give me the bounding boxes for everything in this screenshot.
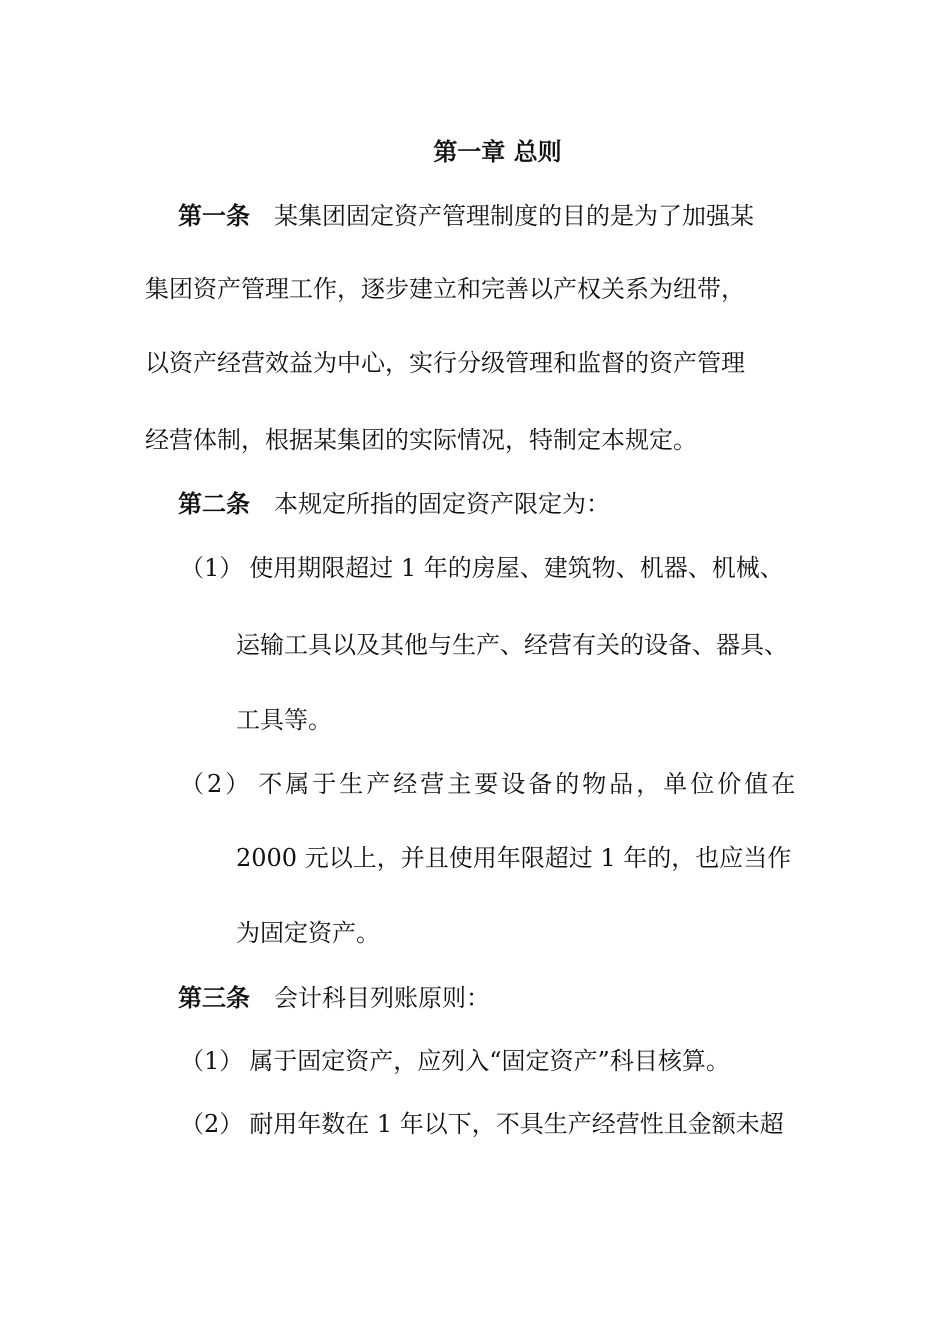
article-3-item-2 [180, 1108, 784, 1140]
article-3-first-line [178, 982, 490, 1014]
article-3-item-1 [180, 1045, 730, 1077]
article-2-item-1-line-2: 运输工具以及其他与生产、经营有关的设备、器具、 [236, 631, 788, 659]
article-2-item-2-label: （2） [180, 770, 253, 798]
article-2-lead: 本规定所指的固定资产限定为： [274, 490, 610, 518]
article-3-label: 第三条 [178, 984, 250, 1012]
article-2-item-1-label: （1） [180, 554, 244, 582]
article-1-text-line-3: 以资产经营效益为中心，实行分级管理和监督的资产管理 [145, 349, 745, 377]
article-1-label: 第一条 [178, 202, 250, 230]
article-2-item-2-line-1: 不属于生产经营主要设备的物品，单位价值在 [258, 770, 799, 798]
article-2-item-1-line-3: 工具等。 [236, 706, 332, 734]
article-3-item-2-line-1: 耐用年数在 1 年以下，不具生产经营性且金额未超 [249, 1110, 784, 1138]
article-2-item-2 [180, 768, 798, 800]
article-1-text-line-1: 某集团固定资产管理制度的目的是为了加强某 [274, 202, 754, 230]
article-3-lead: 会计科目列账原则： [274, 984, 490, 1012]
article-2-item-1-line-1: 使用期限超过 1 年的房屋、建筑物、机器、机械、 [249, 554, 784, 582]
article-2-item-1 [180, 552, 784, 584]
article-3-item-2-label: （2） [180, 1110, 244, 1138]
article-3-item-1-line-1: 属于固定资产，应列入“固定资产”科目核算。 [249, 1047, 730, 1075]
article-2-label: 第二条 [178, 490, 250, 518]
article-1-text-line-2: 集团资产管理工作，逐步建立和完善以产权关系为纽带， [145, 275, 745, 303]
article-2-item-2-line-3: 为固定资产。 [236, 919, 380, 947]
article-2-item-2-line-2: 2000 元以上，并且使用年限超过 1 年的，也应当作 [236, 844, 792, 872]
article-2-first-line [178, 488, 610, 520]
article-1-first-line [178, 200, 754, 232]
article-3-item-1-label: （1） [180, 1047, 244, 1075]
article-1-text-line-4: 经营体制，根据某集团的实际情况，特制定本规定。 [145, 426, 697, 454]
chapter-title: 第一章 总则 [433, 138, 562, 166]
